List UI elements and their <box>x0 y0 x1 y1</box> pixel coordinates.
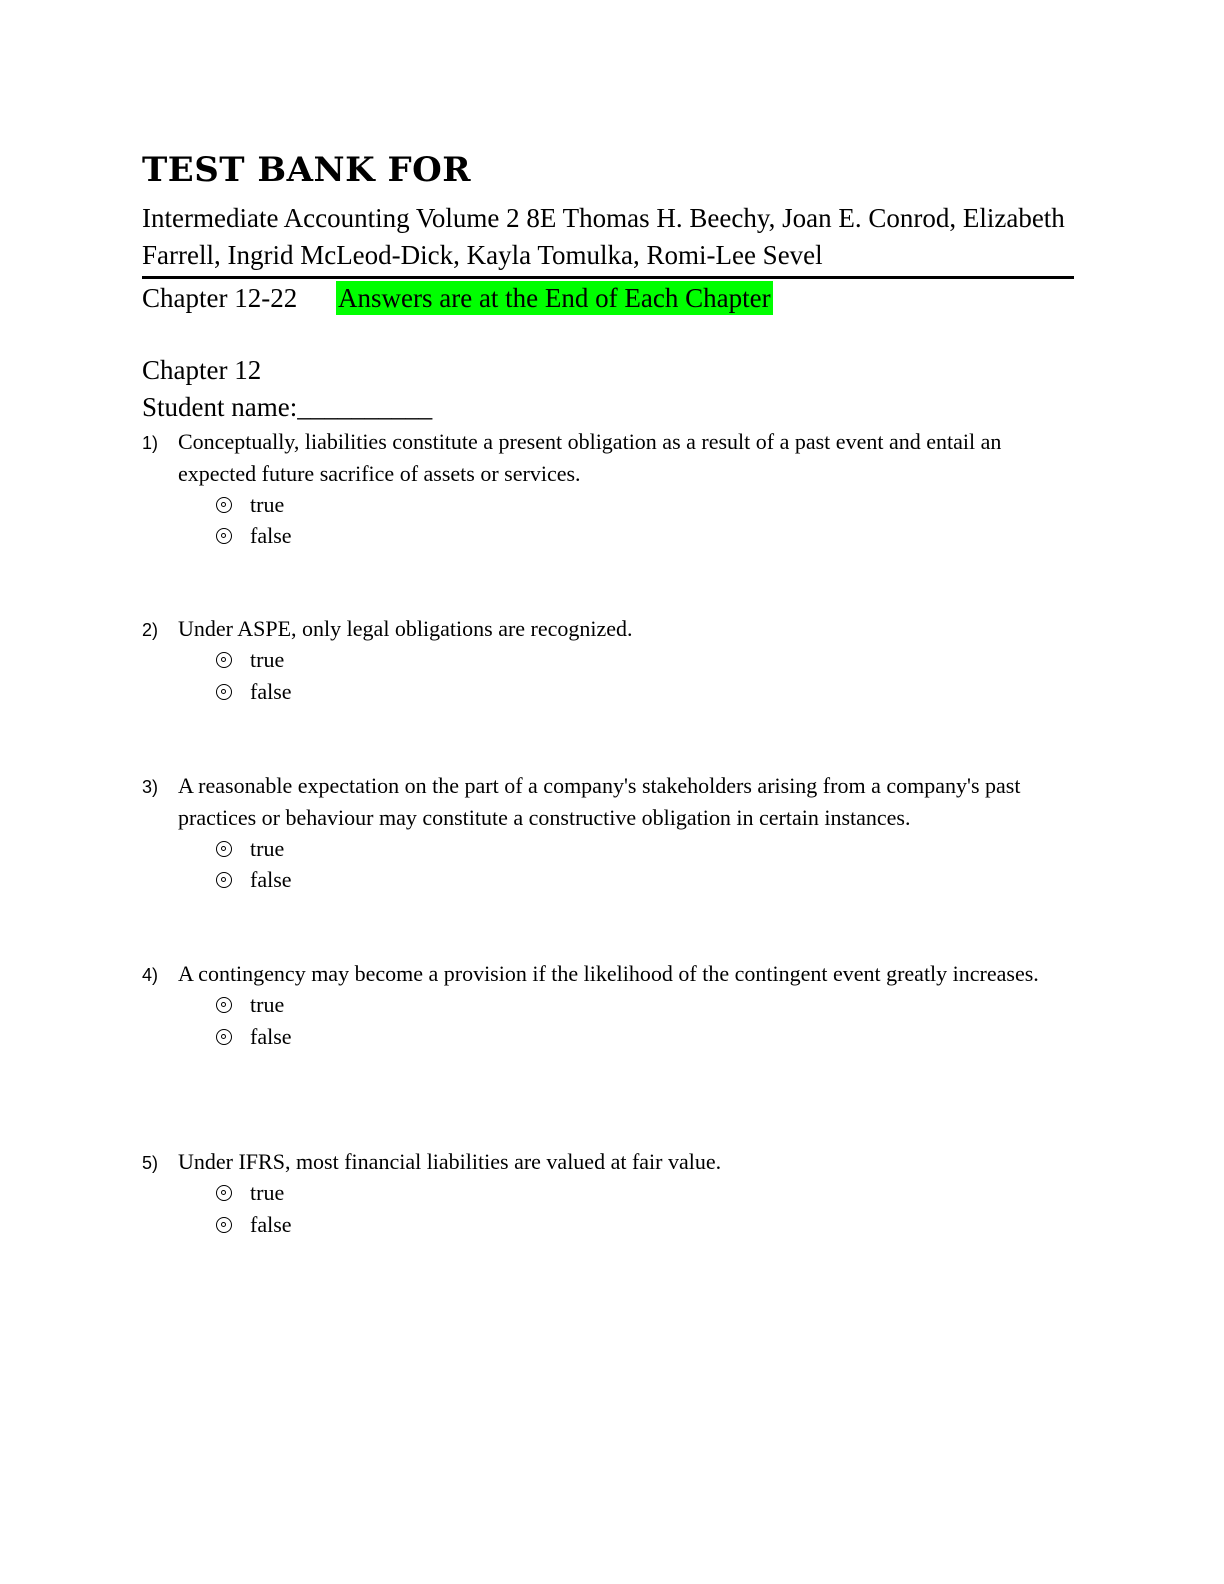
question-text: A contingency may become a provision if the likelihood of the contingent event greatly increases. <box>178 961 1039 986</box>
page-title: TEST BANK FOR <box>142 150 472 190</box>
question-text: Conceptually, liabilities constitute a present obligation as a result of a past event and entail an expected future sacrifice of assets or services. <box>178 429 1002 486</box>
question-item <box>142 426 1082 552</box>
question-item <box>142 958 1082 1053</box>
student-name-field: Student name:__________ <box>142 392 433 422</box>
radio-button-icon[interactable] <box>216 497 232 513</box>
answer-options <box>214 1178 1082 1241</box>
radio-button-icon[interactable] <box>216 652 232 668</box>
radio-button-icon[interactable] <box>216 528 232 544</box>
option-label: true <box>250 835 285 861</box>
question-text: Under ASPE, only legal obligations are recognized. <box>178 616 633 641</box>
book-subtitle: Intermediate Accounting Volume 2 8E Thomas H. Beechy, Joan E. Conrod, Elizabeth Farrell, Ingrid McLeod-Dick, Kayla Tomulka, Romi-Lee Sevel <box>142 203 1065 270</box>
option-label: false <box>250 1211 292 1237</box>
question-number: 1) <box>142 433 159 453</box>
option-false[interactable] <box>214 521 1082 553</box>
radio-button-icon[interactable] <box>216 841 232 857</box>
answer-options <box>214 833 1082 896</box>
question-number: 2) <box>142 620 159 640</box>
option-label: false <box>250 523 292 549</box>
question-number: 5) <box>142 1153 159 1173</box>
option-true[interactable] <box>214 645 1082 677</box>
chapter-range: Chapter 12-22 <box>142 283 298 313</box>
option-false[interactable] <box>214 1021 1082 1053</box>
option-true[interactable] <box>214 833 1082 865</box>
radio-button-icon[interactable] <box>216 1217 232 1233</box>
option-label: false <box>250 678 292 704</box>
radio-button-icon[interactable] <box>216 684 232 700</box>
radio-button-icon[interactable] <box>216 872 232 888</box>
answer-options <box>214 645 1082 708</box>
option-true[interactable] <box>214 1178 1082 1210</box>
question-number: 3) <box>142 777 159 797</box>
option-label: false <box>250 1023 292 1049</box>
option-false[interactable] <box>214 676 1082 708</box>
question-item <box>142 1146 1082 1241</box>
question-text: Under IFRS, most financial liabilities are valued at fair value. <box>178 1149 722 1174</box>
chapter-heading: Chapter 12 <box>142 355 262 385</box>
option-label: true <box>250 491 285 517</box>
header-divider <box>142 276 1074 279</box>
answer-options <box>214 489 1082 552</box>
question-text: A reasonable expectation on the part of a company's stakeholders arising from a company's past practices or behaviour may constitute a constructive obligation in certain instances. <box>178 773 1021 830</box>
question-number: 4) <box>142 965 159 985</box>
question-item <box>142 613 1082 708</box>
option-false[interactable] <box>214 1209 1082 1241</box>
radio-button-icon[interactable] <box>216 997 232 1013</box>
question-item <box>142 770 1082 896</box>
option-label: true <box>250 992 285 1018</box>
option-label: true <box>250 647 285 673</box>
option-true[interactable] <box>214 489 1082 521</box>
radio-button-icon[interactable] <box>216 1029 232 1045</box>
option-label: false <box>250 867 292 893</box>
radio-button-icon[interactable] <box>216 1185 232 1201</box>
option-label: true <box>250 1180 285 1206</box>
option-true[interactable] <box>214 990 1082 1022</box>
option-false[interactable] <box>214 865 1082 897</box>
answers-note: Answers are at the End of Each Chapter <box>338 283 771 313</box>
answer-options <box>214 990 1082 1053</box>
